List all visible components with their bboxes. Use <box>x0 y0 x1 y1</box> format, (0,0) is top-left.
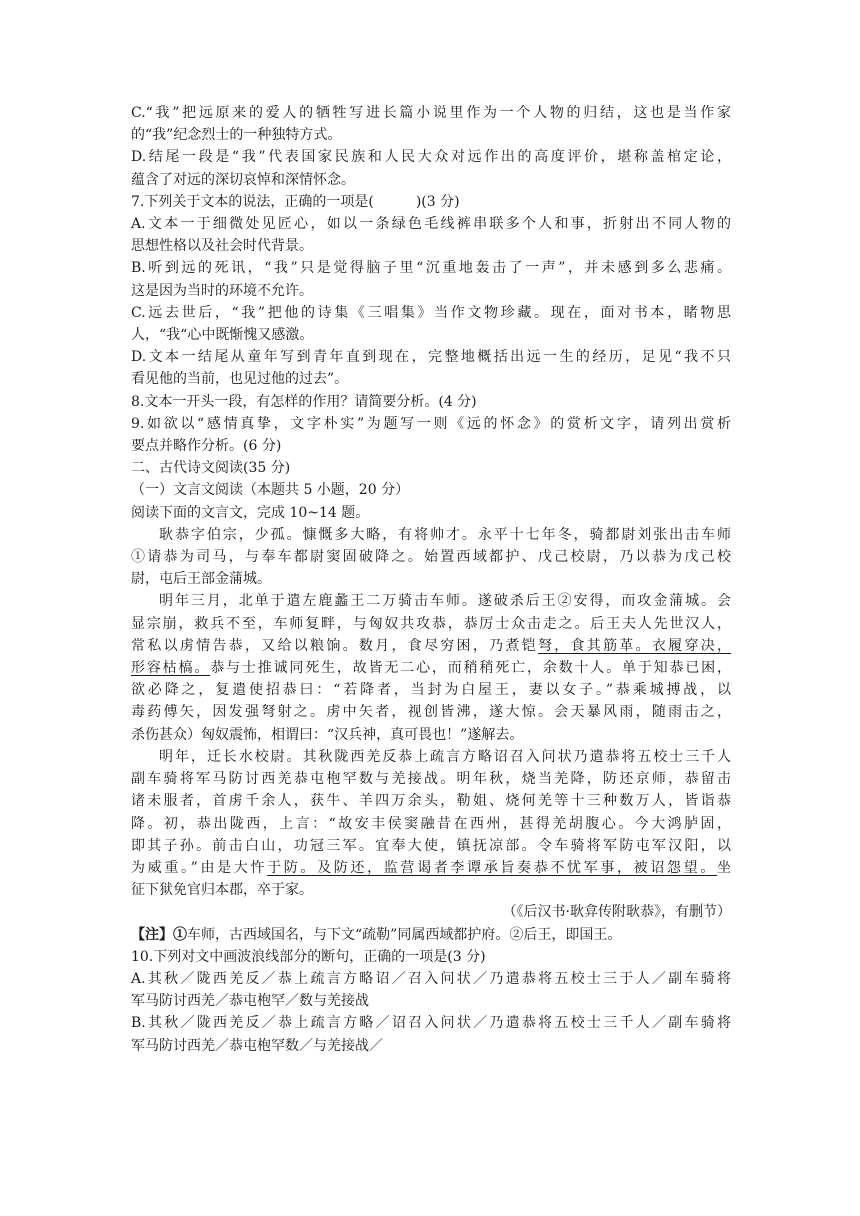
text-line: 10.下列对文中画波浪线部分的断句，正确的一项是(3 分) <box>131 948 486 965</box>
text-line: D.文本一结尾从童年写到青年直到现在，完整地概括出远一生的经历，足见“我不只 <box>131 349 731 366</box>
text-line: 的“我”纪念烈士的一种独特方式。 <box>131 127 342 144</box>
text-line: A.文本一于细微处见匠心，如以一条绿色毛线裤串联多个人和事，折射出不同人物的 <box>131 216 731 233</box>
text-line: 常私以虏情告恭，又给以粮饷。数月，食尽穷困，乃煮铠弩，食其筋革。衣履穿决， <box>131 637 732 654</box>
text-line: 看见他的当前，也见过他的过去”。 <box>131 371 349 388</box>
text-line: 明年三月，北单于遣左鹿蠡王二万骑击车师。遂破杀后王②安得，而攻金蒲城。会 <box>159 593 731 610</box>
text-line: 欲必降之，复遣使招恭曰：“若降者，当封为白屋王，妻以女子。”恭乘城搏战，以 <box>131 682 731 699</box>
text-line: 军马防讨西羌／恭屯枹罕／数与羌接战 <box>131 993 369 1010</box>
text-line: 思想性格以及社会时代背景。 <box>131 238 313 255</box>
underlined-text: 形容枯槁。 <box>131 660 211 677</box>
text-line: 阅读下面的文言文，完成 10~14 题。 <box>131 504 370 521</box>
text-line: 杀伤甚众）匈奴震怖，相谓曰：“汉兵神，真可畏也！”遂解去。 <box>131 726 524 743</box>
text-line: 【注】①车师，古西域国名，与下文“疏勒”同属西域都护府。②后王，即国王。 <box>131 926 622 943</box>
text-line: B.听到远的死讯，“我”只是觉得脑子里“沉重地轰击了一声”，并未感到多么悲痛。 <box>131 260 731 277</box>
text-line: 耿恭字伯宗，少孤。慷慨多大略，有将帅才。永平十七年冬，骑都尉刘张出击车师 <box>159 526 731 543</box>
text-line: 征下狱免官归本郡，卒于家。 <box>131 882 313 899</box>
text-line: 这是因为当时的环境不允许。 <box>131 282 313 299</box>
text-line: （一）文言文阅读（本题共 5 小题，20 分） <box>131 482 410 499</box>
text-line: 明年，迁长水校尉。其秋陇西羌反恭上疏言方略诏召入问状乃遣恭将五校士三千人 <box>159 748 731 765</box>
text-line: 二、古代诗文阅读(35 分) <box>131 460 291 477</box>
text-line: 为威重。”由是大忤于防。及防还，监营谒者李谭承旨奏恭不忧军事，被诏怨望。坐 <box>131 859 731 876</box>
underlined-text: 于防。及防还，监营谒者李谭承旨奏恭不忧军事，被诏怨望。 <box>267 859 717 876</box>
document-body <box>131 102 731 1057</box>
text-line: 即其子孙。前击白山，功冠三军。宜奉大使，镇抚凉部。令车骑将军防屯军汉阳，以 <box>131 837 731 854</box>
text-line: 7.下列关于文本的说法，正确的一项是( )(3 分) <box>131 193 460 210</box>
text-line: 诸未服者，首虏千余人，获牛、羊四万余头，勒姐、烧何羌等十三种数万人，皆诣恭 <box>131 793 731 810</box>
text-line: 8.文本一开头一段，有怎样的作用？请简要分析。(4 分) <box>131 393 477 410</box>
underlined-text: 弩，食其筋革。衣履穿决， <box>537 637 732 654</box>
text-line: 降。初，恭出陇西，上言：“故安丰侯窦融昔在西州，甚得羌胡腹心。今大鸿胪固， <box>131 815 731 832</box>
text-line: C.远去世后，“我”把他的诗集《三唱集》当作文物珍藏。现在，面对书本，睹物思 <box>131 304 731 321</box>
text-line: 尉，屯后王部金蒲城。 <box>131 571 271 588</box>
text-line: 军马防讨西羌／恭屯枹罕数／与羌接战／ <box>131 1037 383 1054</box>
text-line: （《后汉书·耿弇传附耿恭》，有删节） <box>502 904 731 921</box>
text-line: 人，“我“心中既惭愧又感激。 <box>131 327 314 344</box>
text-line: C.“我”把远原来的爱人的牺牲写进长篇小说里作为一个人物的归结，这也是当作家 <box>131 105 731 121</box>
text-line: 要点并略作分析。(6 分) <box>131 438 282 455</box>
text-line: 蕴含了对远的深切哀悼和深情怀念。 <box>131 171 355 188</box>
text-line: ①请恭为司马，与奉车都尉窦固破降之。始置西域都护、戊己校尉，乃以恭为戊己校 <box>131 549 731 566</box>
text-line: 显宗崩，救兵不至，车师复畔，与匈奴共攻恭，恭厉士众击走之。后王夫人先世汉人， <box>131 615 731 632</box>
note-label: 【注】① <box>131 926 187 943</box>
text-line: B.其秋／陇西羌反／恭上疏言方略／诏召入问状／乃遣恭将五校士三千人／副车骑将 <box>131 1015 731 1032</box>
text-line: 副车骑将军马防讨西羌恭屯枹罕数与羌接战。明年秋，烧当羌降，防还京师，恭留击 <box>131 771 731 788</box>
text-line: 毒药傅矢，因发强弩射之。虏中矢者，视创皆沸，遂大惊。会天暴风雨，随雨击之， <box>131 704 731 721</box>
text-line: A.其秋／陇西羌反／恭上疏言方略诏／召入问状／乃遣恭将五校士三于人／副车骑将 <box>131 970 731 987</box>
text-line: D.结尾一段是“我”代表国家民族和人民大众对远作出的高度评价，堪称盖棺定论， <box>131 149 731 166</box>
text-line: 形容枯槁。恭与士推诚同死生，故皆无二心，而稍稍死亡，余数十人。单于知恭已困， <box>131 660 732 677</box>
text-line: 9.如欲以“感情真挚，文字朴实”为题写一则《远的怀念》的赏析文字，请列出赏析 <box>131 415 731 432</box>
